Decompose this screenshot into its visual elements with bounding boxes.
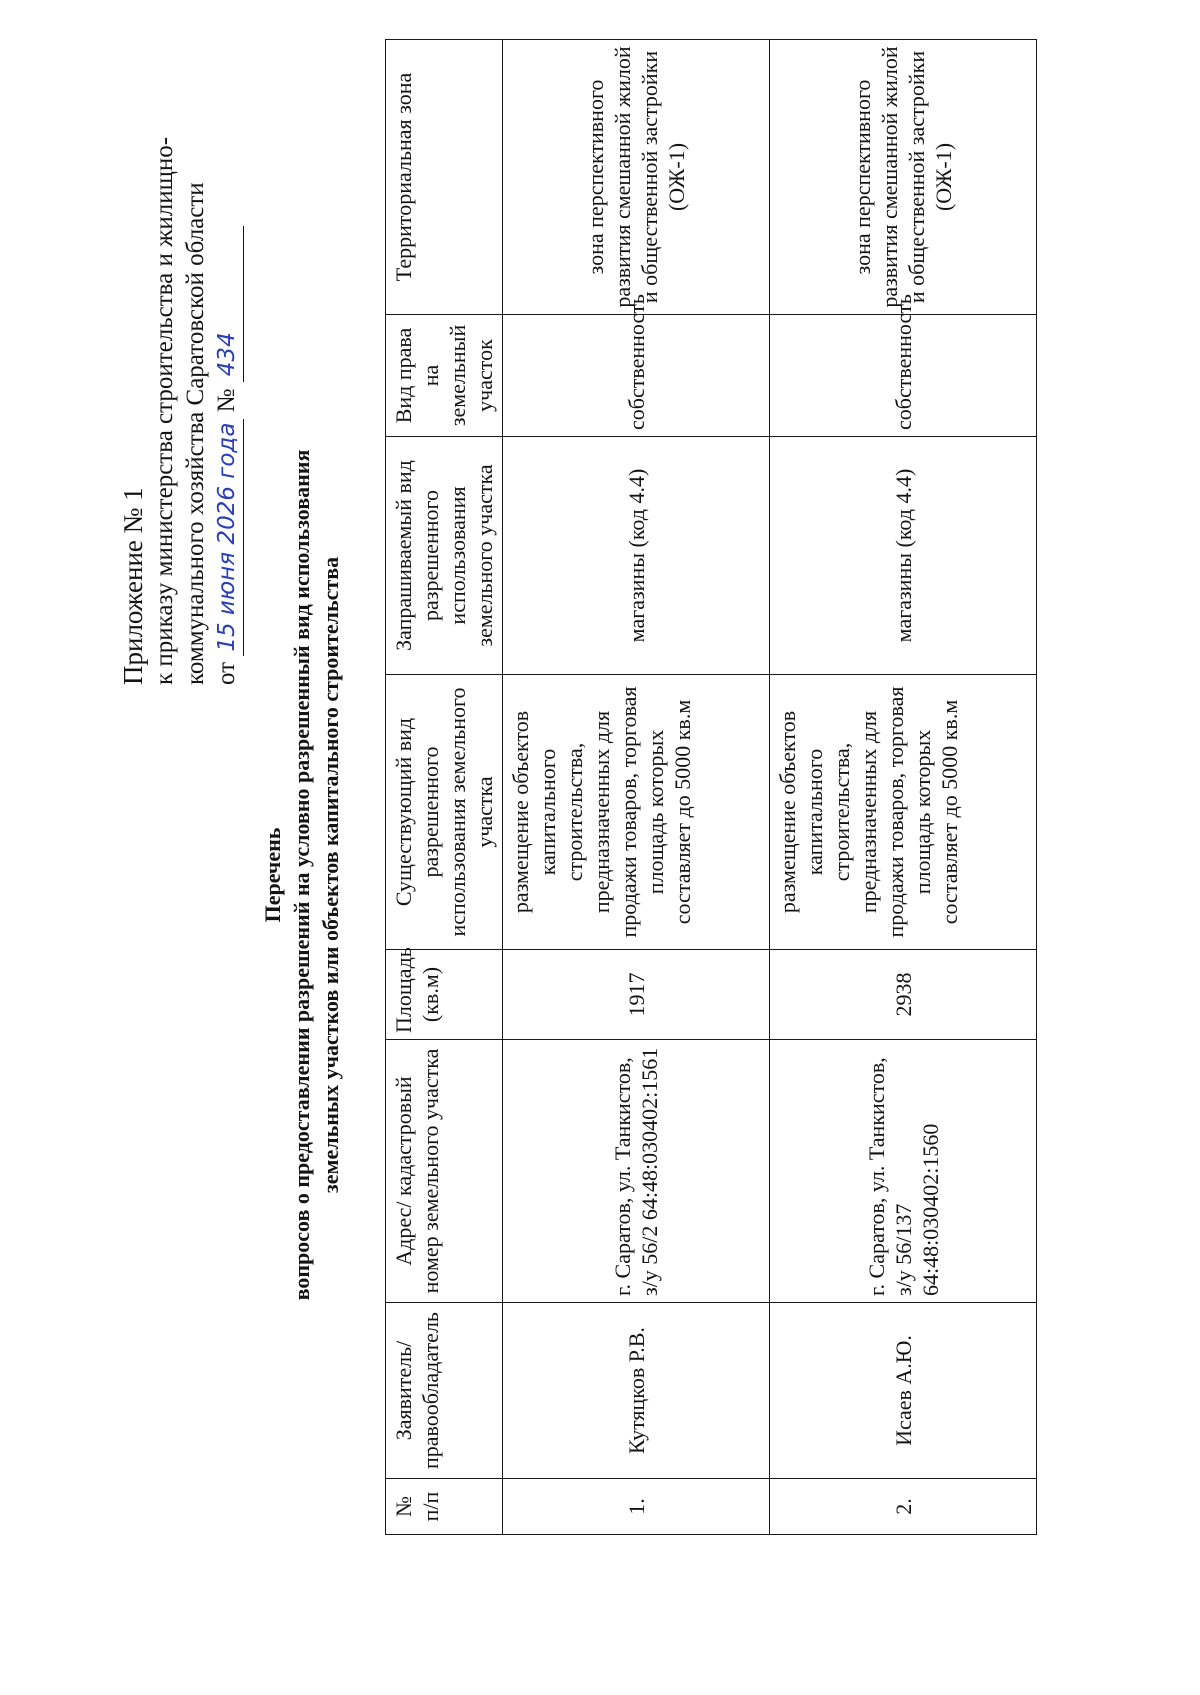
annex-header <box>118 137 244 685</box>
handwritten-number: 434 <box>214 332 240 377</box>
cell-zone: зона перспективного развития смешанной жилой и общественной застройки (ОЖ-1) <box>770 40 1037 315</box>
annex-title: Приложение № 1 <box>118 487 148 685</box>
col-header-zone: Территориальная зона <box>386 40 503 315</box>
col-header-existing-use: Существующий вид разрешенного использования земельного участка <box>386 675 503 950</box>
cell-right-type: собственность <box>770 315 1037 437</box>
annex-ministry-line: коммунального хозяйства Саратовской области <box>182 182 209 685</box>
cell-address: г. Саратов, ул. Танкистов, з/у 56/137 64:48:030402:1560 <box>770 1040 1037 1303</box>
table-row <box>503 40 770 1535</box>
annex-order-line: к приказу министерства строительства и жилищно- <box>151 136 178 685</box>
col-header-right-type: Вид права на земельный участок <box>386 315 503 437</box>
cell-address: г. Саратов, ул. Танкистов, з/у 56/2 64:48:030402:1561 <box>503 1040 770 1303</box>
number-label: № <box>213 388 240 413</box>
col-header-address: Адрес/ кадастровый номер земельного участка <box>386 1040 503 1303</box>
heading-line-2: вопросов о предоставлении разрешений на условно разрешенный вид использования <box>289 449 314 1301</box>
cell-requested-use: магазины (код 4.4) <box>770 437 1037 675</box>
cell-area: 2938 <box>770 950 1037 1040</box>
date-prefix: от <box>213 661 240 685</box>
cell-zone: зона перспективного развития смешанной жилой и общественной застройки (ОЖ-1) <box>503 40 770 315</box>
number-field <box>211 226 244 382</box>
table-header-row <box>386 40 503 1535</box>
document-heading <box>258 435 345 1315</box>
handwritten-date: 15 июня 2026 года <box>212 419 244 656</box>
cell-area: 1917 <box>503 950 770 1040</box>
cell-num: 2. <box>770 1479 1037 1535</box>
col-header-applicant: Заявитель/ правообладатель <box>386 1303 503 1479</box>
cell-existing-use: размещение объектов капитального строительства, предназначенных для продажи товаров, торговая площадь которых составляет до 5000 кв.м <box>770 675 1037 950</box>
requests-table <box>385 39 1037 1535</box>
heading-title: Перечень <box>260 827 285 923</box>
col-header-area: Площадь (кв.м) <box>386 950 503 1040</box>
table-row <box>770 40 1037 1535</box>
heading-line-3: земельных участков или объектов капитального строительства <box>318 556 343 1194</box>
col-header-requested-use: Запрашиваемый вид разрешенного использования земельного участка <box>386 437 503 675</box>
cell-right-type: собственность <box>503 315 770 437</box>
cell-num: 1. <box>503 1479 770 1535</box>
cell-applicant: Исаев А.Ю. <box>770 1303 1037 1479</box>
cell-requested-use: магазины (код 4.4) <box>503 437 770 675</box>
annex-date-line <box>211 137 244 685</box>
col-header-num: № п/п <box>386 1479 503 1535</box>
cell-applicant: Кутяцков Р.В. <box>503 1303 770 1479</box>
cell-existing-use: размещение объектов капитального строительства, предназначенных для продажи товаров, торговая площадь которых составляет до 5000 кв.м <box>503 675 770 950</box>
